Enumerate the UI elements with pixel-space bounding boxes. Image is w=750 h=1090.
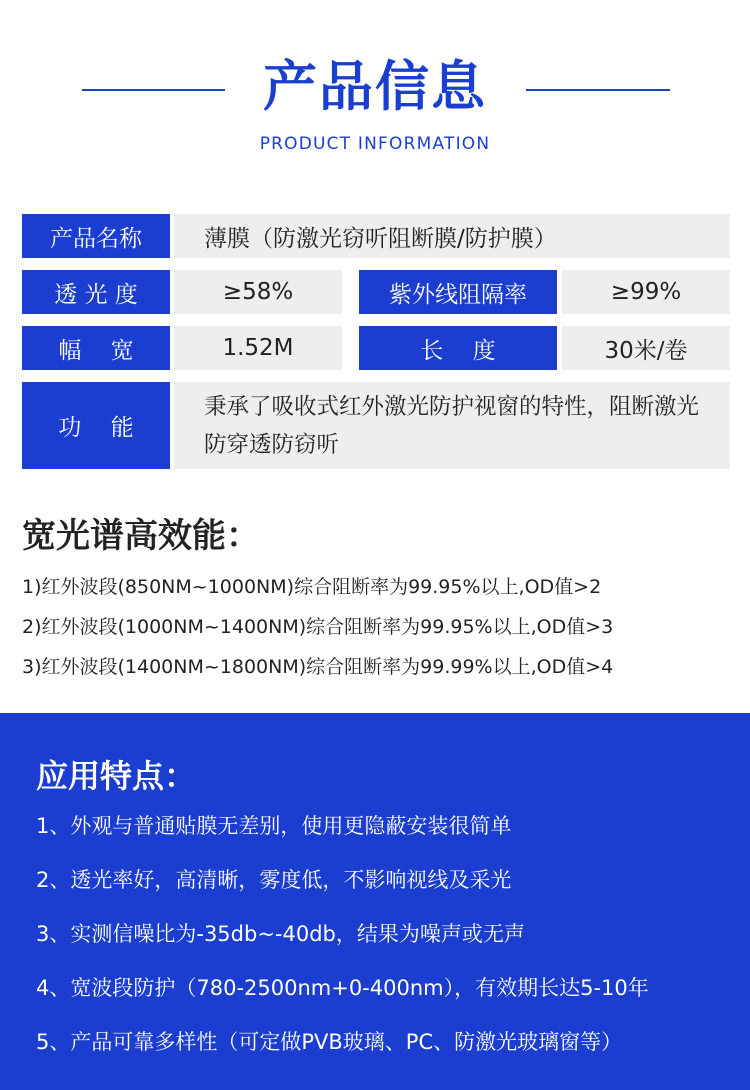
page-title: 产品信息	[263, 55, 487, 118]
list-item: 4、宽波段防护（780-2500nm+0-400nm），有效期长达5-10年	[36, 976, 649, 1000]
spec-label-length: 长 度	[359, 326, 557, 370]
features-list	[36, 805, 649, 1075]
list-item: 5、产品可靠多样性（可定做PVB玻璃、PC、防激光玻璃窗等）	[36, 1030, 623, 1054]
spec-label-function: 功 能	[22, 382, 170, 469]
spec-value-transmittance: ≥58%	[174, 270, 342, 314]
list-item: 1)红外波段(850NM~1000NM)综合阻断率为99.95%以上,OD值>2	[22, 576, 602, 598]
spec-label-uv: 紫外线阻隔率	[359, 270, 557, 314]
features-title: 应用特点：	[36, 757, 197, 795]
list-item: 3)红外波段(1400NM~1800NM)综合阻断率为99.99%以上,OD值>4	[22, 656, 614, 678]
list-item: 2、透光率好，高清晰，雾度低，不影响视线及采光	[36, 868, 512, 892]
broadband-list	[22, 572, 613, 692]
list-item: 3、实测信噪比为-35db~-40db，结果为噪声或无声	[36, 922, 525, 946]
spec-label-transmittance: 透 光 度	[22, 270, 170, 314]
features-panel	[0, 713, 750, 1090]
page-subtitle: PRODUCT INFORMATION	[259, 134, 491, 154]
spec-value-uv: ≥99%	[562, 270, 730, 314]
spec-label-width: 幅 宽	[22, 326, 170, 370]
list-item: 2)红外波段(1000NM~1400NM)综合阻断率为99.95%以上,OD值>3	[22, 616, 614, 638]
spec-value-name: 薄膜（防激光窃听阻断膜/防护膜）	[174, 214, 730, 258]
broadband-title: 宽光谱高效能：	[22, 516, 260, 556]
spec-value-width: 1.52M	[174, 326, 342, 370]
spec-value-function: 秉承了吸收式红外激光防护视窗的特性，阻断激光防穿透防窃听	[174, 382, 730, 469]
list-item: 1、外观与普通贴膜无差别，使用更隐蔽安装很简单	[36, 814, 512, 838]
spec-value-length: 30米/卷	[562, 326, 730, 370]
page-header	[0, 0, 750, 200]
spec-label-name: 产品名称	[22, 214, 170, 258]
